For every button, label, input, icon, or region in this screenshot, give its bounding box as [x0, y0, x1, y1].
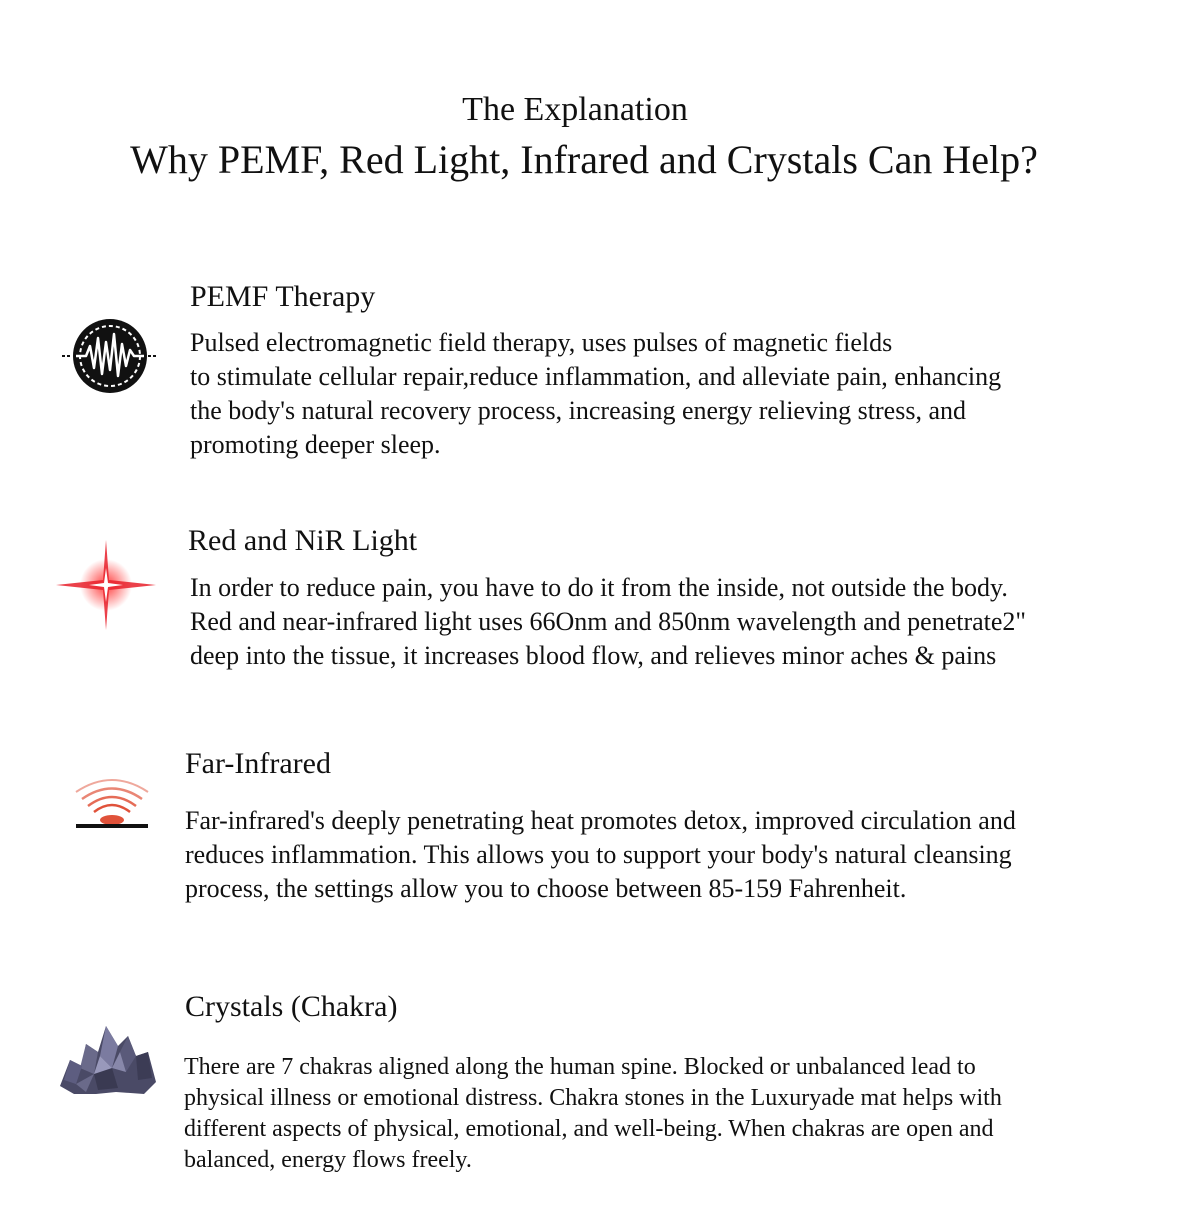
- page-subtitle: The Explanation: [462, 91, 688, 128]
- text-line: different aspects of physical, emotional, and well-being. When chakras are open and: [184, 1116, 994, 1142]
- text-line: Far-infrared's deeply penetrating heat promotes detox, improved circulation and: [185, 806, 1016, 835]
- text-line: to stimulate cellular repair,reduce inflammation, and alleviate pain, enhancing: [190, 362, 1002, 391]
- section-heading: Red and NiR Light: [188, 524, 418, 557]
- text-line: Pulsed electromagnetic field therapy, uses pulses of magnetic fields: [190, 328, 893, 357]
- text-line: process, the settings allow you to choose between 85-159 Fahrenheit.: [185, 874, 907, 903]
- text-line: In order to reduce pain, you have to do it from the inside, not outside the body.: [190, 573, 1008, 602]
- pulse-wave-icon: [60, 318, 160, 394]
- text-line: promoting deeper sleep.: [190, 430, 441, 459]
- text-line: There are 7 chakras aligned along the human spine. Blocked or unbalanced lead to: [184, 1054, 976, 1080]
- infrared-heat-icon: [72, 772, 152, 834]
- text-line: physical illness or emotional distress. Chakra stones in the Luxuryade mat helps with: [184, 1085, 1002, 1111]
- section-heading: Far-Infrared: [185, 747, 331, 780]
- section-heading: PEMF Therapy: [190, 280, 376, 313]
- page-title: Why PEMF, Red Light, Infrared and Crystals Can Help?: [130, 137, 1038, 182]
- text-line: Red and near-infrared light uses 66Onm and 850nm wavelength and penetrate2": [190, 607, 1027, 636]
- text-line: the body's natural recovery process, increasing energy relieving stress, and: [190, 396, 967, 425]
- section-description: [190, 326, 1001, 462]
- text-line: deep into the tissue, it increases blood flow, and relieves minor aches & pains: [190, 641, 997, 670]
- crystals-icon: [56, 1022, 160, 1096]
- text-line: reduces inflammation. This allows you to support your body's natural cleansing: [185, 840, 1012, 869]
- section-heading: Crystals (Chakra): [185, 990, 398, 1023]
- text-line: balanced, energy flows freely.: [184, 1147, 472, 1173]
- section-description: [184, 1052, 1002, 1176]
- section-description: [185, 804, 1016, 906]
- red-light-star-icon: [56, 540, 156, 630]
- section-description: [190, 571, 1026, 673]
